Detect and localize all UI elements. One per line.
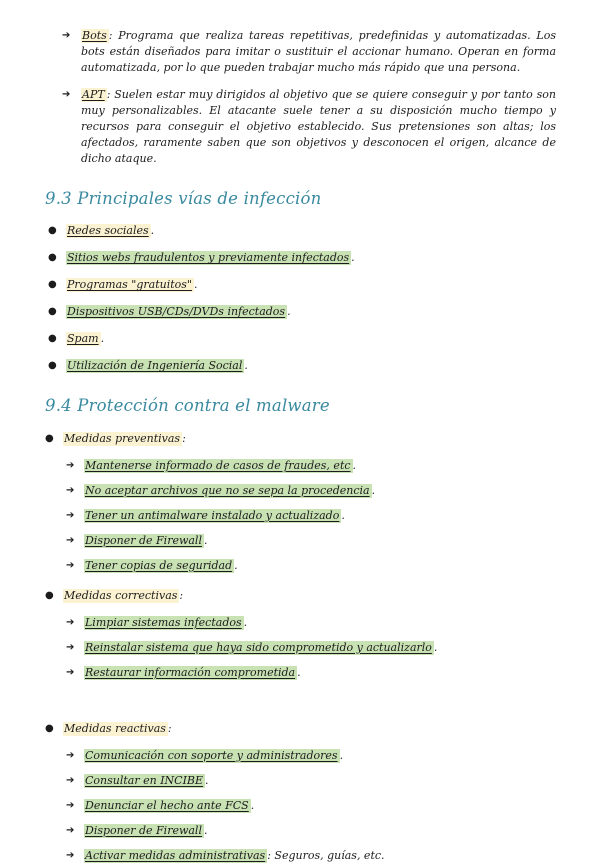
description-apt: : Suelen estar muy dirigidos al objetivo que se quiere conseguir y por tanto son muy personalizables. El atacante suele tener a su disposición mucho tiempo y recursos para conseguir el objetivo establecido. Sus pretensiones son altas; los afectados, raramente saben que son objetivos y desconocen el origen, alcance de dicho ataque. (81, 87, 556, 165)
term-apt: APT (82, 87, 105, 101)
group-label: Medidas reactivas (64, 721, 166, 735)
arrow-bullet-icon: ➔ (62, 30, 71, 41)
bullet-icon: ● (48, 279, 57, 291)
list-line (84, 533, 556, 549)
list-item (66, 665, 556, 681)
list-item-bots (62, 28, 556, 76)
arrow-bullet-icon: ➔ (66, 484, 75, 496)
list-tail: . (234, 558, 238, 572)
list-text: Spam (67, 332, 99, 346)
arrow-bullet-icon: ➔ (66, 459, 75, 471)
group-label-row (45, 588, 556, 604)
paragraph-bots (81, 28, 556, 76)
arrow-bullet-icon: ➔ (66, 534, 75, 546)
list-line (84, 665, 556, 681)
list-text: Restaurar información comprometida (85, 665, 296, 679)
arrow-bullet-icon: ➔ (66, 616, 75, 628)
arrow-bullet-icon: ➔ (66, 509, 75, 521)
list-text: Activar medidas administrativas (85, 848, 266, 862)
sub-list (66, 748, 556, 864)
list-tail: . (352, 458, 357, 472)
list-line (66, 250, 556, 266)
list-text: Sitios webs fraudulentos y previamente infectados (67, 251, 350, 265)
group-label-row (45, 721, 556, 737)
list-tail: . (341, 508, 345, 522)
intro-section (45, 28, 556, 167)
list-item (48, 250, 556, 266)
list-item (48, 277, 556, 293)
sub-list (66, 615, 556, 681)
group-label-line (63, 588, 556, 604)
list-tail: . (244, 358, 248, 372)
sub-list (66, 458, 556, 574)
list-text: Utilización de Ingeniería Social (67, 358, 243, 372)
list-item (66, 823, 556, 839)
group-reactivas (45, 721, 556, 864)
list-line (84, 848, 556, 864)
list-tail: . (243, 615, 248, 629)
bullet-icon: ● (45, 432, 54, 444)
arrow-bullet-icon: ➔ (66, 824, 75, 836)
list-text: Denunciar el hecho ante FCS (85, 798, 249, 812)
paragraph-apt (81, 87, 556, 167)
list-tail: . (203, 533, 208, 547)
bullet-icon: ● (48, 359, 57, 371)
list-text: Consultar en INCIBE (85, 773, 204, 787)
list-text: Tener un antimalware instalado y actualizado (85, 508, 340, 522)
list-text: Mantenerse informado de casos de fraudes, etc (85, 458, 351, 472)
list-line (66, 223, 556, 239)
list-line (84, 823, 556, 839)
list-item (66, 848, 556, 864)
arrow-bullet-icon: ➔ (66, 849, 75, 861)
list-item (66, 508, 556, 524)
group-label-tail: : (182, 431, 186, 445)
section-title-infeccion: 9.3 Principales vías de infección (45, 188, 322, 208)
bullet-icon: ● (48, 333, 57, 345)
arrow-bullet-icon: ➔ (66, 641, 75, 653)
list-line (84, 458, 556, 474)
bullet-icon: ● (48, 306, 57, 318)
arrow-bullet-icon: ➔ (66, 666, 75, 678)
list-text: No aceptar archivos que no se sepa la procedencia (85, 483, 370, 497)
list-tail: . (205, 773, 209, 787)
section-title-proteccion: 9.4 Protección contra el malware (45, 395, 330, 415)
list-item (66, 458, 556, 474)
list-item (48, 304, 556, 320)
list-text: Tener copias de seguridad (85, 558, 233, 572)
list-line (66, 358, 556, 374)
arrow-bullet-icon: ➔ (66, 774, 75, 786)
list-item (66, 798, 556, 814)
list-text: Dispositivos USB/CDs/DVDs infectados (67, 305, 286, 319)
list-line (66, 277, 556, 293)
list-tail: . (203, 823, 208, 837)
group-label-row (45, 431, 556, 447)
list-tail: . (193, 278, 198, 292)
list-text: Redes sociales (67, 224, 149, 238)
bullet-icon: ● (45, 722, 54, 734)
bullet-icon: ● (48, 252, 57, 264)
arrow-bullet-icon: ➔ (66, 749, 75, 761)
bullet-icon: ● (48, 225, 57, 237)
list-item (66, 748, 556, 764)
list-text: Reinstalar sistema que haya sido comprometido y actualizarlo (85, 640, 432, 654)
list-line (84, 748, 556, 764)
term-bots: Bots (82, 29, 107, 42)
list-line (66, 304, 556, 320)
bullet-icon: ● (45, 589, 54, 601)
list-tail: . (287, 305, 291, 319)
group-label: Medidas preventivas (64, 431, 181, 445)
list-line (84, 558, 556, 574)
list-line (84, 773, 556, 789)
group-label-tail: : (167, 721, 172, 735)
list-tail: . (250, 798, 255, 812)
list-line (84, 508, 556, 524)
list-tail: . (351, 251, 355, 265)
list-text: Comunicación con soporte y administradores (85, 748, 338, 762)
list-line (84, 483, 556, 499)
list-tail: . (297, 665, 301, 679)
list-item (48, 331, 556, 347)
list-item-apt (62, 87, 556, 167)
list-tail: : Seguros, guías, etc. (267, 848, 385, 862)
arrow-bullet-icon: ➔ (62, 88, 71, 100)
group-label: Medidas correctivas (64, 588, 178, 602)
list-item (66, 615, 556, 631)
group-preventivas (45, 431, 556, 574)
list-line (84, 615, 556, 631)
list-line (84, 640, 556, 656)
list-item (66, 558, 556, 574)
infection-list (48, 223, 556, 374)
list-item (66, 773, 556, 789)
list-tail: . (150, 224, 155, 238)
group-label-tail: : (179, 588, 184, 602)
list-line (84, 798, 556, 814)
group-label-line (63, 721, 556, 737)
list-item (48, 358, 556, 374)
list-item (66, 640, 556, 656)
list-text: Limpiar sistemas infectados (85, 615, 242, 629)
arrow-bullet-icon: ➔ (66, 799, 75, 811)
list-text: Programas "gratuitos" (67, 278, 192, 292)
list-item (66, 483, 556, 499)
list-tail: . (339, 748, 344, 762)
group-correctivas (45, 588, 556, 681)
list-line (66, 331, 556, 347)
arrow-bullet-icon: ➔ (66, 559, 75, 571)
list-tail: . (100, 332, 105, 346)
list-item (48, 223, 556, 239)
group-label-line (63, 431, 556, 447)
list-tail: . (371, 483, 376, 497)
list-tail: . (433, 640, 438, 654)
description-bots: : Programa que realiza tareas repetitivas, predefinidas y automatizadas. Los bots están diseñados para imitar o sustituir el accionar humano. Operan en forma automatizada, por lo que pueden trabajar mucho más rápido que una persona. (81, 29, 556, 74)
list-text: Disponer de Firewall (85, 533, 202, 547)
list-text: Disponer de Firewall (85, 823, 202, 837)
list-item (66, 533, 556, 549)
